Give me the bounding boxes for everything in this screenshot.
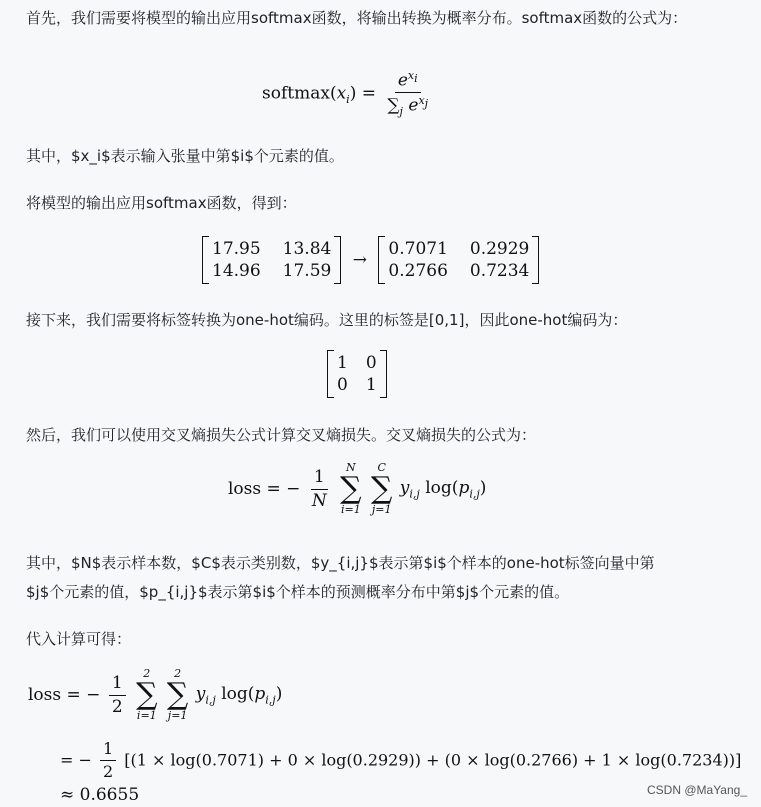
calc-sum-top: 2 xyxy=(143,667,151,680)
softmax-den-base: e xyxy=(408,96,419,116)
paren-close: ) xyxy=(479,477,487,498)
onehot-paragraph: 接下来，我们需要将标签转换为one-hot编码。这里的标签是[0,1]，因此one-hot编码为： xyxy=(26,311,628,329)
softmax-num-exp-sub: i xyxy=(414,72,418,86)
softmax-den-exp-sub: j xyxy=(424,97,429,111)
loss-formula xyxy=(228,462,486,516)
softmax-equals: = xyxy=(361,83,376,104)
sum-j-top: C xyxy=(377,461,386,474)
calc-y: y xyxy=(195,683,206,704)
prob-cell: 0.7234 xyxy=(469,261,530,281)
sigma: ∑ xyxy=(340,471,362,506)
loss-eq: = − xyxy=(266,479,301,499)
p-sub: i,j xyxy=(469,487,480,501)
loss-frac-num: 1 xyxy=(311,468,328,490)
calc-line2-eq: = − xyxy=(60,750,92,770)
where-line-2: $j$个元素的值，$p_{i,j}$表示第$i$个样本的预测概率分布中第$j$个元素的值。 xyxy=(26,583,570,601)
softmax-num-base: e xyxy=(397,70,408,91)
apply-paragraph: 将模型的输出应用softmax函数，得到： xyxy=(26,194,297,212)
half-den: 2 xyxy=(103,761,114,781)
calc-line-2 xyxy=(60,740,741,780)
onehot-cell: 0 xyxy=(337,375,348,395)
p-var: p xyxy=(458,477,470,498)
half-den: 2 xyxy=(111,696,123,717)
loss-lhs: loss xyxy=(228,479,262,499)
calc-close: ) xyxy=(275,683,283,704)
calc-line2-half xyxy=(100,740,116,780)
calc-eq: = − xyxy=(66,685,101,705)
half-num: 1 xyxy=(109,674,126,696)
paren-open: ( xyxy=(451,477,459,498)
sigma: ∑ xyxy=(166,677,189,712)
softmax-num-exp: x xyxy=(407,69,415,82)
calc-sum-i-bottom: i=1 xyxy=(136,709,157,722)
watermark: CSDN @MaYang_ xyxy=(647,783,747,797)
sigma: ∑ xyxy=(136,677,158,712)
prob-cell: 0.7071 xyxy=(388,239,448,259)
sum-j-bottom: j=1 xyxy=(371,503,392,516)
calc-paragraph: 代入计算可得： xyxy=(26,630,132,648)
softmax-den-sum-sub: j xyxy=(399,105,403,119)
softmax-arg: x xyxy=(336,83,347,104)
xi-note: 其中，$x_i$表示输入张量中第$i$个元素的值。 xyxy=(26,147,344,165)
calc-sum-j xyxy=(167,668,188,722)
prob-cell: 0.2766 xyxy=(388,261,448,281)
calc-line-3: ≈ 0.6655 xyxy=(60,785,140,805)
y-sub: i,j xyxy=(409,487,420,501)
onehot-formula xyxy=(327,350,387,398)
loss-fraction xyxy=(309,468,330,510)
onehot-cell: 1 xyxy=(337,353,348,373)
logit-cell: 17.95 xyxy=(212,239,261,259)
sum-i xyxy=(340,462,361,516)
y-var: y xyxy=(399,477,410,498)
intro-paragraph: 首先，我们需要将模型的输出应用softmax函数，将输出转换为概率分布。softmax函数的公式为： xyxy=(26,9,688,27)
calc-sum-top: 2 xyxy=(174,667,182,680)
sum-i-top: N xyxy=(346,461,356,474)
sum-i-bottom: i=1 xyxy=(340,503,361,516)
onehot-cell: 0 xyxy=(365,353,377,373)
half-num: 1 xyxy=(100,740,116,761)
onehot-cell: 1 xyxy=(365,375,377,395)
prob-cell: 0.2929 xyxy=(469,239,530,259)
calc-log: log( xyxy=(221,683,255,704)
half-fraction xyxy=(109,674,126,716)
logits-matrix xyxy=(202,236,341,284)
softmax-formula: $softmax(x_i)$ = $\frac{e^{x_i}}{\sum_j e^{x_j}}$ xyxy=(262,70,434,118)
logit-cell: 14.96 xyxy=(212,261,261,281)
logit-cell: 17.59 xyxy=(282,261,332,281)
loss-frac-den: N xyxy=(311,490,327,511)
sum-j xyxy=(371,462,392,516)
onehot-matrix xyxy=(327,350,387,398)
calc-y-sub: i,j xyxy=(205,693,216,707)
sigma: ∑ xyxy=(370,471,393,506)
where-line-1: 其中，$N$表示样本数，$C$表示类别数，$y_{i,j}$表示第$i$个样本的one-hot标签向量中第 xyxy=(26,554,655,572)
softmax-arg-sub: i xyxy=(346,93,350,107)
logit-cell: 13.84 xyxy=(282,239,332,259)
calc-line-1 xyxy=(28,668,282,722)
softmax-den-sum: ∑ xyxy=(387,96,400,116)
log-fn: log xyxy=(425,477,452,498)
calc-p: p xyxy=(254,683,266,704)
softmax-fn: softmax xyxy=(262,83,330,104)
calc-lhs: loss xyxy=(28,685,62,705)
calc-sum-j-bottom: j=1 xyxy=(167,709,188,722)
arrow: → xyxy=(352,250,367,270)
calc-p-sub: i,j xyxy=(265,693,276,707)
probs-matrix xyxy=(378,236,539,284)
ce-paragraph: 然后，我们可以使用交叉熵损失公式计算交叉熵损失。交叉熵损失的公式为： xyxy=(26,426,537,444)
softmax-result xyxy=(202,236,539,284)
calc-line2-body: [(1 × log(0.7071) + 0 × log(0.2929)) + (0 × log(0.2766) + 1 × log(0.7234))] xyxy=(124,750,742,770)
softmax-fraction xyxy=(384,70,431,118)
calc-sum-i xyxy=(136,668,157,722)
softmax-den-exp: x xyxy=(418,94,425,108)
